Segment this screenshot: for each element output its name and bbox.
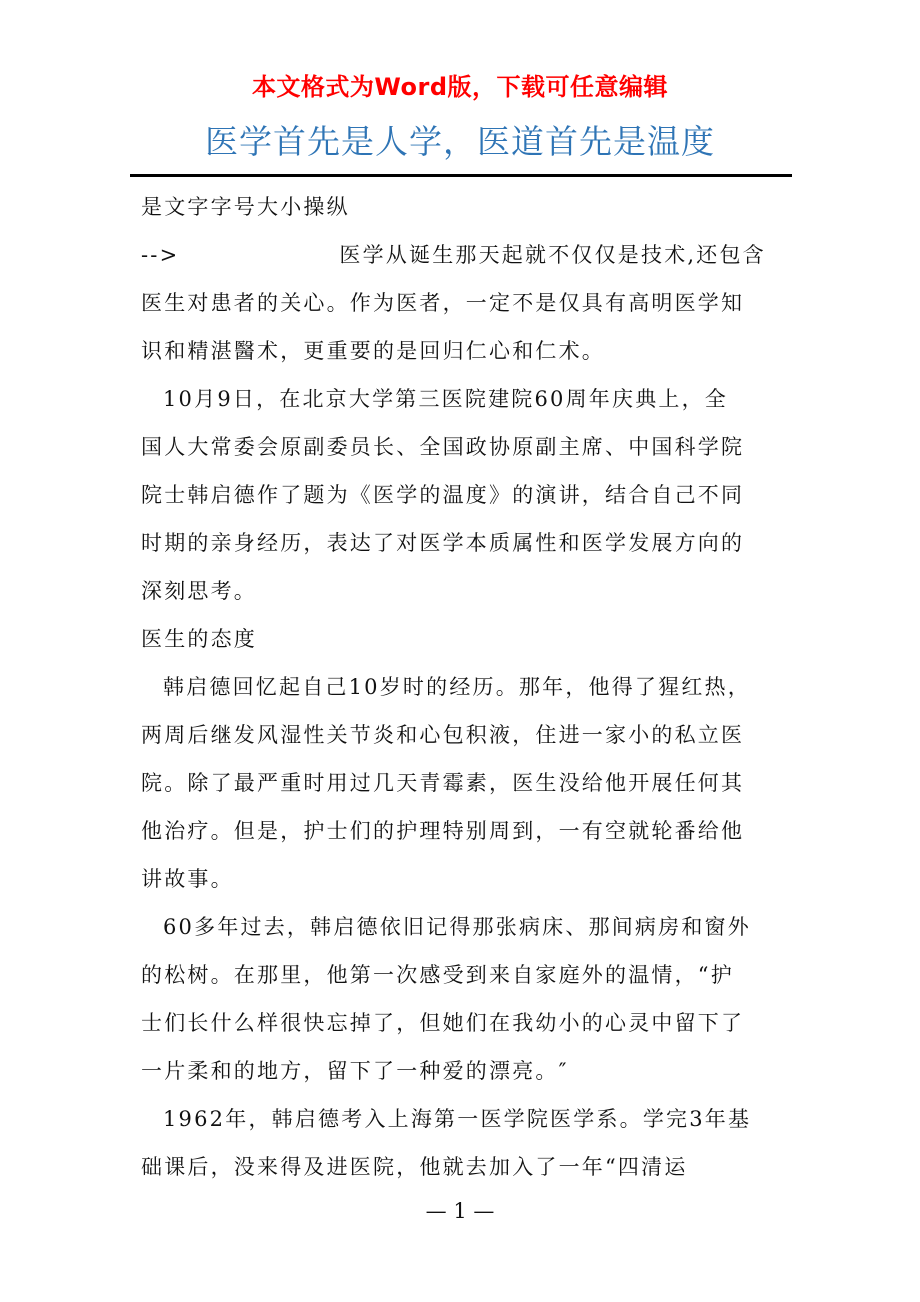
paragraph-line: 1962年，韩启德考入上海第一医学院医学系。学完3年基 [163, 1107, 752, 1131]
title-divider [130, 174, 792, 177]
article-body [141, 183, 783, 1191]
paragraph-line: 一片柔和的地方，留下了一种爱的漂亮。″ [141, 1059, 569, 1083]
section-heading: 医生的态度 [141, 627, 257, 651]
paragraph-line: 国人大常委会原副委员长、全国政协原副主席、中国科学院 [141, 435, 745, 459]
paragraph-line: 10月9日，在北京大学第三医院建院60周年庆典上，全 [163, 387, 729, 411]
page-number: — 1 — [425, 1199, 495, 1223]
paragraph-line: 讲故事。 [141, 867, 234, 891]
paragraph-line: 两周后继发风湿性关节炎和心包积液，住进一家小的私立医 [141, 723, 745, 747]
body-line: 是文字字号大小操纵 [141, 195, 350, 219]
paragraph-line: 士们长什么样很快忘掉了，但她们在我幼小的心灵中留下了 [141, 1011, 745, 1035]
paragraph-line: 院。除了最严重时用过几天青霉素，医生没给他开展任何其 [141, 771, 745, 795]
body-line [141, 231, 783, 279]
page-title: 医学首先是人学，医道首先是温度 [205, 122, 715, 161]
arrow-marker: --> [141, 243, 180, 267]
paragraph-line: 的松树。在那里，他第一次感受到来自家庭外的温情，“护 [141, 963, 734, 987]
paragraph-line: 时期的亲身经历，表达了对医学本质属性和医学发展方向的 [141, 531, 745, 555]
paragraph-line: 深刻思考。 [141, 579, 257, 603]
paragraph-line: 础课后，没来得及进医院，他就去加入了一年“四清运 [141, 1155, 688, 1179]
paragraph-line: 院士韩启德作了题为《医学的温度》的演讲，结合自己不同 [141, 483, 745, 507]
body-line: 识和精湛醫术，更重要的是回归仁心和仁术。 [141, 339, 605, 363]
body-line-text: 医学从诞生那天起就不仅仅是技术,还包含 [339, 243, 766, 267]
download-notice: 本文格式为Word版，下载可任意编辑 [251, 73, 669, 101]
paragraph-line: 60多年过去，韩启德依旧记得那张病床、那间病房和窗外 [163, 915, 751, 939]
paragraph-line: 韩启德回忆起自己10岁时的经历。那年，他得了猩红热， [163, 675, 751, 699]
paragraph-line: 他治疗。但是，护士们的护理特别周到，一有空就轮番给他 [141, 819, 745, 843]
body-line: 医生对患者的关心。作为医者，一定不是仅具有高明医学知 [141, 291, 745, 315]
